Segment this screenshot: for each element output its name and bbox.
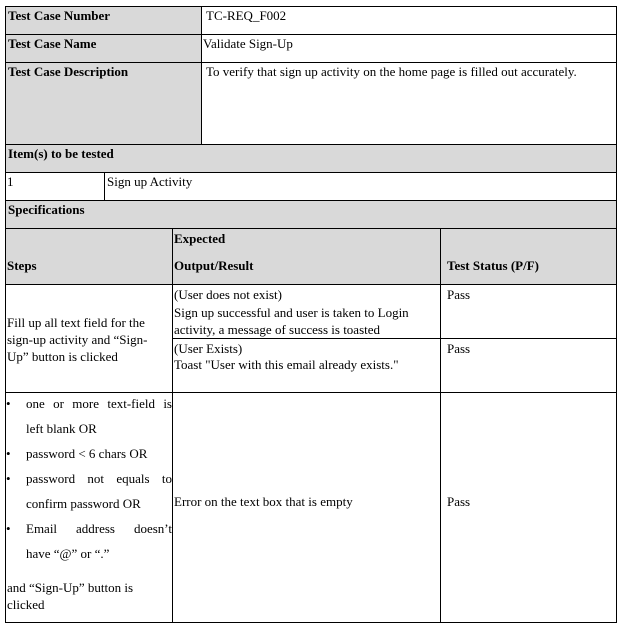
item-index: 1 (7, 174, 14, 189)
test-case-number-value: TC-REQ_F002 (206, 8, 287, 23)
bullet-dot-icon: • (6, 471, 11, 486)
row2-bullet-3-line1: password not equals to (26, 471, 172, 486)
row2-steps-tail: and “Sign-Up” button is clicked (7, 580, 134, 612)
row2-status: Pass (447, 494, 471, 509)
test-case-description-label: Test Case Description (8, 64, 129, 79)
bullet-dot-icon: • (6, 396, 11, 411)
column-expected-line2: Output/Result (174, 258, 254, 273)
row2-bullet-1-line2: left blank OR (26, 421, 97, 436)
specifications-heading: Specifications (8, 202, 85, 217)
row1a-expected-result: Sign up successful and user is taken to Login activity, a message of success is toasted (174, 305, 409, 337)
row2-bullet-4-line1: Email address doesn’t (26, 521, 172, 536)
row1a-expected-condition: (User does not exist) (174, 287, 282, 302)
column-expected-line1: Expected (174, 231, 226, 246)
test-case-number-label: Test Case Number (8, 8, 111, 23)
bullet-dot-icon: • (6, 446, 11, 461)
row1-steps: Fill up all text field for the sign-up activity and “Sign-Up” button is clicked (7, 315, 148, 364)
row2-bullet-1-line1: one or more text-field is (26, 396, 172, 411)
test-case-name-value: Validate Sign-Up (203, 36, 293, 51)
item-name: Sign up Activity (107, 174, 193, 189)
row1b-expected-result: Toast "User with this email already exists." (174, 357, 399, 372)
row1a-status: Pass (447, 287, 471, 302)
row2-bullet-4-line2: have “@” or “.” (26, 546, 110, 561)
row2-bullet-2-line1: password < 6 chars OR (26, 446, 148, 461)
row2-bullet-3-line2: confirm password OR (26, 496, 141, 511)
column-status: Test Status (P/F) (447, 258, 539, 273)
column-steps: Steps (7, 258, 37, 273)
test-case-name-label: Test Case Name (8, 36, 97, 51)
row2-expected: Error on the text box that is empty (174, 494, 353, 509)
items-heading: Item(s) to be tested (8, 146, 114, 161)
row1b-status: Pass (447, 341, 471, 356)
test-case-description-value: To verify that sign up activity on the home page is filled out accurately. (206, 64, 577, 79)
row1b-expected-condition: (User Exists) (174, 341, 243, 356)
bullet-dot-icon: • (6, 521, 11, 536)
